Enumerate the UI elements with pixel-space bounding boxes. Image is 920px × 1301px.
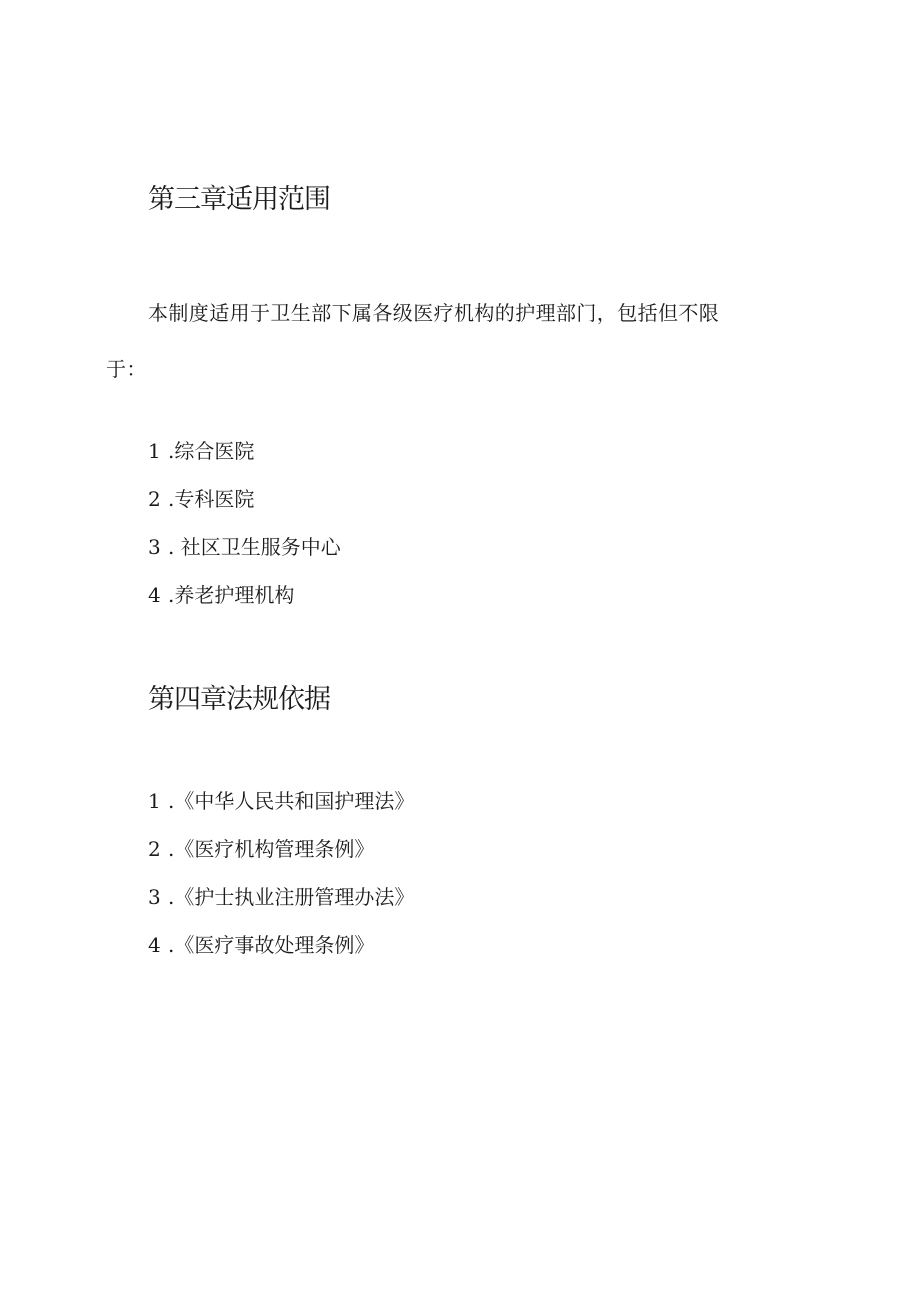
item-text: .《医疗事故处理条例》 — [168, 933, 375, 957]
item-text: .养老护理机构 — [168, 583, 295, 607]
list-item — [148, 523, 341, 571]
item-text: .《护士执业注册管理办法》 — [168, 885, 415, 909]
item-text: .《中华人民共和国护理法》 — [168, 789, 415, 813]
scope-list — [148, 427, 341, 619]
chapter3-title: 第三章适用范围 — [148, 184, 330, 215]
item-text: . 社区卫生服务中心 — [168, 535, 341, 559]
chapter4-title: 第四章法规依据 — [148, 684, 330, 715]
list-item — [148, 571, 341, 619]
item-number: 3 — [148, 885, 161, 909]
item-number: 1 — [148, 789, 161, 813]
item-text: .综合医院 — [168, 439, 255, 463]
item-text: .专科医院 — [168, 487, 255, 511]
list-item — [148, 873, 414, 921]
list-item — [148, 921, 414, 969]
item-number: 4 — [148, 583, 161, 607]
item-number: 4 — [148, 933, 161, 957]
list-item — [148, 475, 341, 523]
item-number: 2 — [148, 837, 161, 861]
item-text: .《医疗机构管理条例》 — [168, 837, 375, 861]
list-item — [148, 427, 341, 475]
chapter3-paragraph: 本制度适用于卫生部下属各级医疗机构的护理部门，包括但不限于： — [106, 301, 720, 381]
laws-list — [148, 777, 414, 969]
item-number: 1 — [148, 439, 161, 463]
item-number: 3 — [148, 535, 161, 559]
list-item — [148, 825, 414, 873]
item-number: 2 — [148, 487, 161, 511]
list-item — [148, 777, 414, 825]
